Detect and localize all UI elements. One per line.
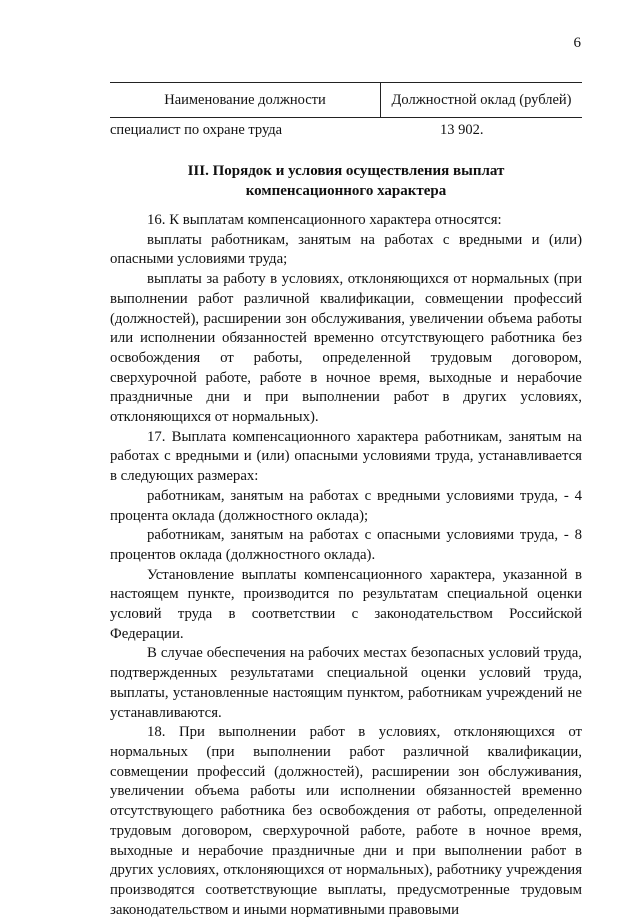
paragraph-16-intro: 16. К выплатам компенсационного характера относятся: <box>147 212 502 228</box>
salary-table <box>110 82 582 142</box>
table-row <box>110 118 582 142</box>
column-header-salary: Должностной оклад (рублей) <box>391 91 572 108</box>
paragraph-safe-conditions: В случае обеспечения на рабочих местах безопасных условий труда, подтвержденных результатами специальной оценки условий труда, выплаты, установленные настоящим пунктом, работникам учреждений не устанавливаются. <box>110 645 582 721</box>
paragraph-18: 18. При выполнении работ в условиях, отклоняющихся от нормальных (при выполнении работ различной квалификации, совмещении профессий (должностей), расширении зон обслуживания, увеличении объема работы или исполнении обязанностей временно отсутствующего работника без освобождения от работы, определенной трудовым договором, сверхурочной работе, работе в ночное время, выходные и нерабочие праздничные дни и при выполнении работ в других условиях, отклоняющихся от нормальных), работнику учреждения производятся соответствующие выплаты, предусмотренные трудовым законодательством и иными нормативными правовыми <box>110 724 582 918</box>
page-number: 6 <box>573 35 581 51</box>
section-heading-line-2: компенсационного характера <box>245 183 447 199</box>
table-cell-salary: 13 902. <box>440 121 484 138</box>
paragraph-harmful-rate: работникам, занятым на работах с вредными условиями труда, - 4 процента оклада (должностного оклада); <box>110 487 582 524</box>
paragraph-dangerous-rate: работникам, занятым на работах с опасными условиями труда, - 8 процентов оклада (должностного оклада). <box>110 527 582 563</box>
section-heading-line-1: III. Порядок и условия осуществления выплат <box>187 163 505 179</box>
paragraph-abnormal-conditions: выплаты за работу в условиях, отклоняющихся от нормальных (при выполнении работ различной квалификации, совмещении профессий (должностей), расширении зон обслуживания, увеличении объема работы или исполнении обязанностей временно отсутствующего работника без освобождения от работы, определенной трудовым договором, сверхурочной работе, работе в ночное время, выходные и нерабочие праздничные дни и при выполнении работ в других условиях, отклоняющихся от нормальных). <box>110 271 582 426</box>
table-header-row <box>110 82 582 118</box>
body-text <box>110 211 582 920</box>
section-heading <box>110 161 582 201</box>
paragraph-17-intro: 17. Выплата компенсационного характера работникам, занятым на работах с вредными и (или) опасными условиями труда, устанавливается в следующих размерах: <box>110 428 582 485</box>
paragraph-harmful-conditions: выплаты работникам, занятым на работах с вредными и (или) опасными условиями труда; <box>110 231 582 268</box>
paragraph-assessment: Установление выплаты компенсационного характера, указанной в настоящем пункте, производится по результатам специальной оценки условий труда в соответствии с законодательством Российской Федерации. <box>110 566 582 642</box>
table-cell-position: специалист по охране труда <box>110 121 283 138</box>
column-header-position: Наименование должности <box>110 83 381 117</box>
